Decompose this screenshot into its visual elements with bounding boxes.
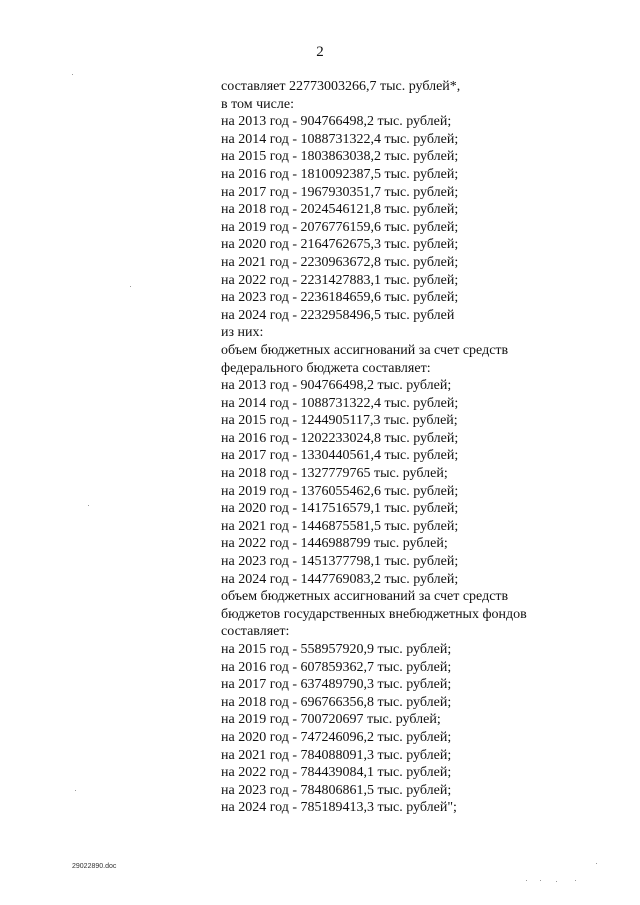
text-line: на 2016 год - 1810092387,5 тыс. рублей;	[221, 166, 459, 182]
scan-speck	[88, 505, 89, 506]
text-line: в том числе:	[221, 96, 294, 112]
text-line: на 2022 год - 2231427883,1 тыс. рублей;	[221, 272, 459, 288]
text-line: на 2023 год - 784806861,5 тыс. рублей;	[221, 782, 452, 798]
text-line: на 2021 год - 1446875581,5 тыс. рублей;	[221, 518, 459, 534]
text-line: на 2024 год - 785189413,3 тыс. рублей";	[221, 800, 457, 816]
text-line: на 2018 год - 1327779765 тыс. рублей;	[221, 466, 448, 482]
text-line: на 2016 год - 607859362,7 тыс. рублей;	[221, 659, 452, 675]
text-line: на 2019 год - 1376055462,6 тыс. рублей;	[221, 483, 459, 499]
text-line: на 2017 год - 1967930351,7 тыс. рублей;	[221, 184, 459, 200]
text-line: на 2023 год - 1451377798,1 тыс. рублей;	[221, 554, 459, 570]
text-line: на 2021 год - 784088091,3 тыс. рублей;	[221, 747, 452, 763]
text-line: составляет:	[221, 624, 290, 640]
text-line: на 2021 год - 2230963672,8 тыс. рублей;	[221, 254, 459, 270]
text-line: на 2015 год - 1803863038,2 тыс. рублей;	[221, 149, 459, 165]
text-line: на 2016 год - 1202233024,8 тыс. рублей;	[221, 430, 459, 446]
text-line: составляет 22773003266,7 тыс. рублей*,	[221, 79, 461, 94]
text-line: из них:	[221, 325, 264, 341]
text-line: на 2018 год - 2024546121,8 тыс. рублей;	[221, 202, 459, 218]
scan-speck	[72, 74, 73, 75]
scan-speck	[575, 880, 576, 881]
text-line: на 2022 год - 1446988799 тыс. рублей;	[221, 536, 448, 552]
text-line: на 2015 год - 558957920,9 тыс. рублей;	[221, 642, 452, 657]
scan-speck	[526, 880, 527, 881]
text-line: на 2020 год - 747246096,2 тыс. рублей;	[221, 729, 452, 745]
text-line: на 2018 год - 696766356,8 тыс. рублей;	[221, 694, 452, 710]
document-body	[221, 78, 621, 817]
text-line: на 2020 год - 1417516579,1 тыс. рублей;	[221, 501, 459, 517]
text-line: на 2013 год - 904766498,2 тыс. рублей;	[221, 114, 452, 130]
text-line: на 2023 год - 2236184659,6 тыс. рублей;	[221, 290, 459, 306]
text-line: на 2020 год - 2164762675,3 тыс. рублей;	[221, 237, 459, 253]
page-number: 2	[316, 44, 324, 60]
scan-speck	[130, 286, 131, 287]
text-line: на 2014 год - 1088731322,4 тыс. рублей;	[221, 131, 459, 147]
scan-speck	[540, 880, 541, 881]
text-line: на 2017 год - 637489790,3 тыс. рублей;	[221, 677, 452, 693]
text-line: на 2019 год - 700720697 тыс. рублей;	[221, 712, 441, 728]
text-line: на 2013 год - 904766498,2 тыс. рублей;	[221, 378, 452, 394]
footer-file-code: 29022890.doc	[72, 863, 117, 870]
scan-speck	[596, 863, 597, 864]
text-line: бюджетов государственных внебюджетных фондов	[221, 606, 527, 622]
scan-speck	[75, 790, 76, 791]
text-line: на 2024 год - 1447769083,2 тыс. рублей;	[221, 571, 459, 587]
scan-speck	[556, 881, 557, 882]
text-line: на 2015 год - 1244905117,3 тыс. рублей;	[221, 413, 458, 429]
text-line: на 2022 год - 784439084,1 тыс. рублей;	[221, 765, 452, 781]
text-line: на 2019 год - 2076776159,6 тыс. рублей;	[221, 219, 459, 235]
text-line: на 2024 год - 2232958496,5 тыс. рублей	[221, 307, 455, 323]
text-line: объем бюджетных ассигнований за счет средств	[221, 342, 509, 358]
text-line: на 2014 год - 1088731322,4 тыс. рублей;	[221, 395, 459, 411]
text-line: на 2017 год - 1330440561,4 тыс. рублей;	[221, 448, 459, 464]
text-line: федерального бюджета составляет:	[221, 360, 431, 376]
text-line: объем бюджетных ассигнований за счет средств	[221, 589, 509, 605]
